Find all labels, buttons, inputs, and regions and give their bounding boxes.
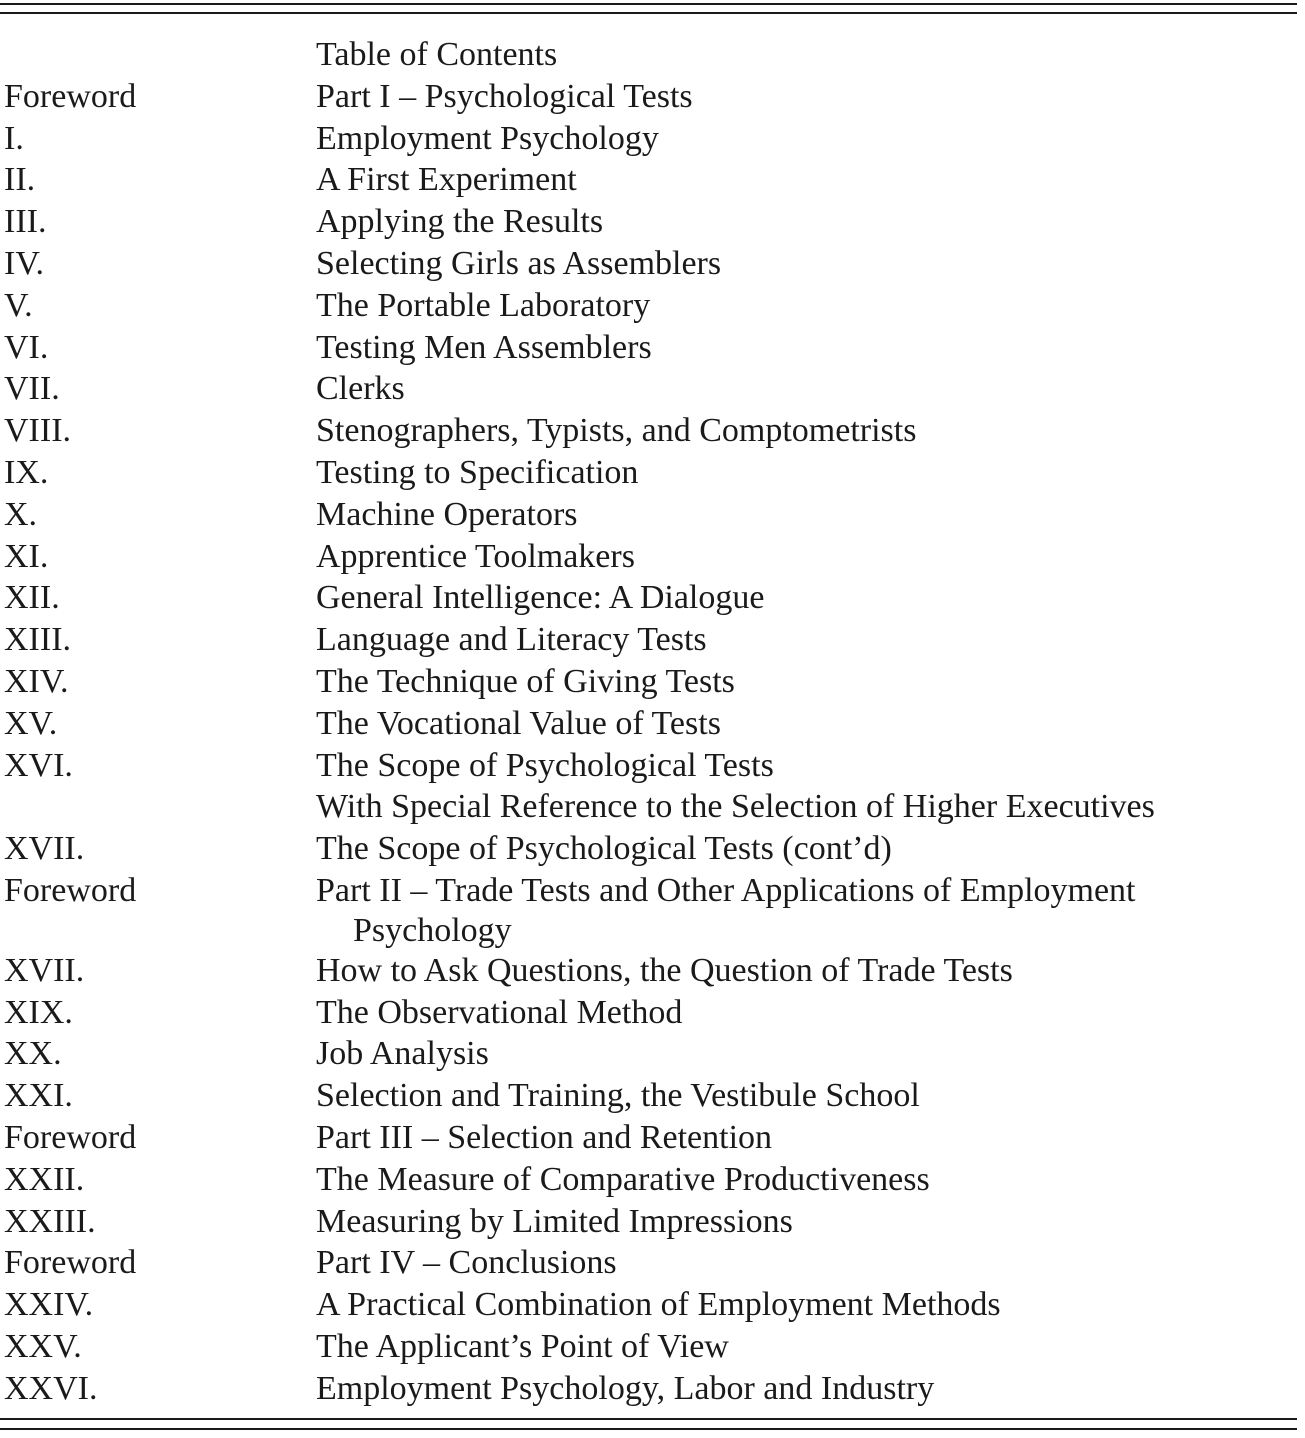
toc-entry-row xyxy=(4,1368,1294,1410)
toc-entry-number: XVII. xyxy=(4,830,85,868)
toc-entry-number: XXIII. xyxy=(4,1202,96,1240)
toc-entry-row xyxy=(4,243,1294,285)
toc-entry-number: II. xyxy=(4,161,36,199)
toc-entry-title xyxy=(316,1201,1294,1243)
toc-entry-number: VI. xyxy=(4,328,49,366)
toc-entry-row xyxy=(4,1075,1294,1117)
toc-entry-number: III. xyxy=(4,203,47,241)
toc-entry-row xyxy=(4,159,1294,201)
toc-entry-number: XXV. xyxy=(4,1327,82,1365)
toc-entry-title-continuation: Psychology xyxy=(353,911,512,949)
toc-entry-title xyxy=(316,828,1294,870)
top-rule-inner xyxy=(0,12,1297,14)
toc-entry-title xyxy=(316,536,1294,578)
toc-entry-row xyxy=(4,619,1294,661)
toc-entry-title-text: The Vocational Value of Tests xyxy=(316,704,721,742)
toc-entry-row xyxy=(4,452,1294,494)
toc-entry-title xyxy=(316,703,1294,745)
toc-entry-row xyxy=(4,536,1294,578)
toc-entry-title-text: The Measure of Comparative Productiveness xyxy=(316,1160,930,1198)
toc-entry-title xyxy=(316,1326,1294,1368)
toc-entry-title xyxy=(316,1284,1294,1326)
toc-entry-title-text: Clerks xyxy=(316,370,405,408)
toc-entry-row xyxy=(4,828,1294,870)
toc-entry-row xyxy=(4,745,1294,787)
toc-entry-number: Foreword xyxy=(4,1118,137,1156)
toc-entry-row xyxy=(4,1201,1294,1243)
toc-entry-number: IX. xyxy=(4,453,49,491)
toc-entry-title xyxy=(316,745,1294,787)
toc-entry-row xyxy=(4,1242,1294,1284)
toc-entry-number: XIV. xyxy=(4,662,69,700)
bottom-rule-outer xyxy=(0,1428,1297,1430)
toc-entry-title-text: The Applicant’s Point of View xyxy=(316,1327,729,1365)
toc-entry-row xyxy=(4,1033,1294,1075)
toc-entry-row xyxy=(4,368,1294,410)
toc-entries xyxy=(4,76,1294,1410)
toc-entry-title-text: A First Experiment xyxy=(316,161,577,199)
toc-heading-row xyxy=(4,34,1294,76)
toc-entry-title xyxy=(316,577,1294,619)
toc-entry-title xyxy=(316,243,1294,285)
toc-entry-number: XI. xyxy=(4,537,49,575)
toc-entry-title xyxy=(316,368,1294,410)
toc-entry-row xyxy=(4,494,1294,536)
toc-entry-number: XV. xyxy=(4,704,58,742)
toc-entry-title-text: Part III – Selection and Retention xyxy=(316,1118,773,1156)
toc-entry-number: XII. xyxy=(4,579,60,617)
toc-entry-title-text: Machine Operators xyxy=(316,495,578,533)
toc-entry-title xyxy=(316,1242,1294,1284)
toc-heading: Table of Contents xyxy=(316,36,558,73)
toc-entry-row xyxy=(4,992,1294,1034)
toc-entry-title-text: Applying the Results xyxy=(316,203,604,241)
toc-entry-title-text: Language and Literacy Tests xyxy=(316,621,707,659)
toc-entry-title-text: General Intelligence: A Dialogue xyxy=(316,579,765,617)
toc-entry-row xyxy=(4,1284,1294,1326)
toc-entry-row xyxy=(4,327,1294,369)
toc-entry-title xyxy=(316,992,1294,1034)
toc-entry-title-text: The Observational Method xyxy=(316,993,683,1031)
top-rule-outer xyxy=(0,3,1297,5)
toc-entry-title-text: Employment Psychology xyxy=(316,119,659,157)
toc-entry-title-text: With Special Reference to the Selection of Higher Executives xyxy=(316,788,1155,826)
toc-entry-number: XXI. xyxy=(4,1077,73,1115)
toc-entry-number: X. xyxy=(4,495,38,533)
toc-entry-title-text: Selection and Training, the Vestibule School xyxy=(316,1077,920,1115)
toc-entry-title-text: Part II – Trade Tests and Other Applications of Employment xyxy=(316,871,1136,909)
toc-entry-title xyxy=(316,201,1294,243)
toc-entry-title-text: A Practical Combination of Employment Methods xyxy=(316,1286,1001,1324)
toc-entry-title xyxy=(316,327,1294,369)
toc-entry-title-text: Employment Psychology, Labor and Industry xyxy=(316,1369,935,1407)
toc-entry-row xyxy=(4,950,1294,992)
toc-entry-row xyxy=(4,410,1294,452)
toc-entry-number: XIX. xyxy=(4,993,73,1031)
toc-entry-title xyxy=(316,1033,1294,1075)
toc-entry-title xyxy=(316,619,1294,661)
table-of-contents xyxy=(4,34,1294,1410)
toc-entry-title xyxy=(316,159,1294,201)
toc-entry-row xyxy=(4,786,1294,828)
toc-entry-title xyxy=(316,494,1294,536)
toc-entry-title-text: Part I – Psychological Tests xyxy=(316,77,693,115)
toc-entry-title-text: Part IV – Conclusions xyxy=(316,1244,617,1282)
toc-entry-title-text: Measuring by Limited Impressions xyxy=(316,1202,793,1240)
toc-entry-number: XVI. xyxy=(4,746,73,784)
toc-entry-title xyxy=(316,1368,1294,1410)
toc-entry-number: Foreword xyxy=(4,871,137,909)
toc-entry-title-text: Selecting Girls as Assemblers xyxy=(316,244,722,282)
toc-entry-title-text: The Technique of Giving Tests xyxy=(316,662,735,700)
toc-entry-number: V. xyxy=(4,286,33,324)
toc-entry-row xyxy=(4,577,1294,619)
toc-entry-title xyxy=(316,870,1294,950)
toc-entry-title-text: How to Ask Questions, the Question of Trade Tests xyxy=(316,951,1013,989)
toc-entry-row xyxy=(4,1326,1294,1368)
toc-entry-row xyxy=(4,1117,1294,1159)
toc-entry-title-text: The Scope of Psychological Tests xyxy=(316,746,774,784)
toc-entry-title-text: Apprentice Toolmakers xyxy=(316,537,635,575)
toc-entry-row xyxy=(4,703,1294,745)
toc-entry-title xyxy=(316,1159,1294,1201)
toc-entry-row xyxy=(4,285,1294,327)
toc-entry-title-text: The Portable Laboratory xyxy=(316,286,651,324)
toc-entry-title xyxy=(316,786,1294,828)
toc-entry-number: I. xyxy=(4,119,24,157)
toc-entry-number: XIII. xyxy=(4,621,72,659)
toc-entry-title xyxy=(316,410,1294,452)
toc-entry-number: XVII. xyxy=(4,951,85,989)
toc-entry-title xyxy=(316,661,1294,703)
toc-entry-number: VIII. xyxy=(4,412,72,450)
toc-entry-number: Foreword xyxy=(4,1244,137,1282)
toc-entry-number: XXIV. xyxy=(4,1286,94,1324)
toc-entry-row xyxy=(4,76,1294,118)
toc-entry-title xyxy=(316,950,1294,992)
toc-entry-number: Foreword xyxy=(4,77,137,115)
toc-entry-title xyxy=(316,1117,1294,1159)
toc-entry-row xyxy=(4,1159,1294,1201)
toc-entry-number: XX. xyxy=(4,1035,62,1073)
toc-entry-number: XXVI. xyxy=(4,1369,98,1407)
toc-entry-title-text: Job Analysis xyxy=(316,1035,489,1073)
toc-entry-title xyxy=(316,118,1294,160)
toc-entry-title xyxy=(316,452,1294,494)
toc-entry-title xyxy=(316,1075,1294,1117)
toc-entry-number: XXII. xyxy=(4,1160,85,1198)
toc-entry-number: IV. xyxy=(4,244,44,282)
toc-entry-title xyxy=(316,285,1294,327)
toc-entry-number xyxy=(4,786,316,828)
toc-entry-title-text: Testing Men Assemblers xyxy=(316,328,652,366)
toc-entry-title-text: Testing to Specification xyxy=(316,453,639,491)
toc-entry-title-text: The Scope of Psychological Tests (cont’d) xyxy=(316,830,892,868)
toc-entry-title-text: Stenographers, Typists, and Comptometrists xyxy=(316,412,917,450)
toc-entry-title xyxy=(316,76,1294,118)
toc-entry-row xyxy=(4,870,1294,950)
toc-entry-number: VII. xyxy=(4,370,60,408)
bottom-rule-inner xyxy=(0,1418,1297,1420)
toc-entry-row xyxy=(4,661,1294,703)
toc-entry-row xyxy=(4,118,1294,160)
toc-entry-row xyxy=(4,201,1294,243)
